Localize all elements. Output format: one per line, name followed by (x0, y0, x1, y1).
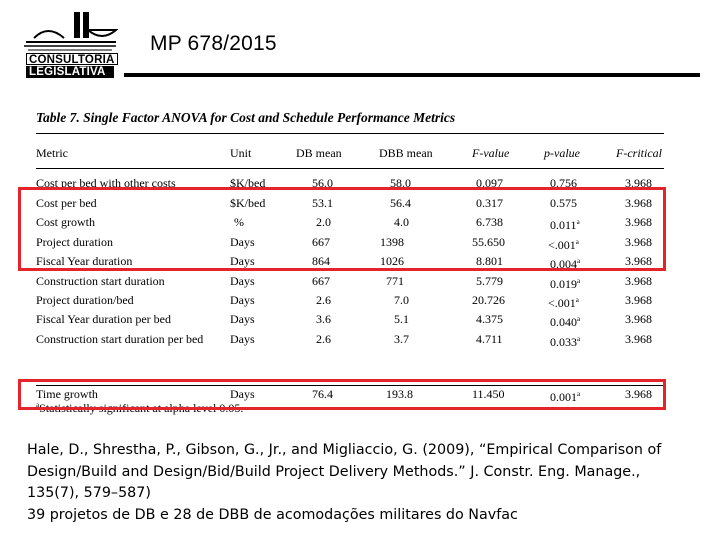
cell-db-mean: 53.1 (312, 196, 333, 210)
highlight-box-time-growth (18, 379, 666, 410)
citation-block (27, 440, 697, 526)
cell-f-critical: 3.968 (625, 312, 652, 326)
header-metric: Metric (36, 146, 68, 160)
cell-db-mean: 3.6 (316, 312, 331, 326)
header-f-value: F-value (472, 146, 510, 160)
header-divider (124, 73, 700, 77)
citation-line: Design/Build and Design/Bid/Build Project Delivery Methods.” J. Constr. Eng. Manage., (27, 463, 641, 480)
cell-db-mean: 864 (312, 254, 330, 268)
cell-p-value: 0.004 (550, 257, 577, 271)
cell-f-critical: 3.968 (625, 332, 652, 346)
consultoria-legislativa-logo (22, 8, 118, 78)
cell-metric: Fiscal Year duration per bed (36, 312, 171, 326)
cell-dbb-mean: 56.4 (390, 196, 411, 210)
cell-dbb-mean: 7.0 (394, 293, 409, 307)
cell-p-value: 0.033 (550, 335, 577, 349)
cell-p-value: 0.575 (550, 196, 577, 210)
congress-building-icon (22, 8, 118, 54)
header-db-mean: DB mean (296, 146, 342, 160)
cell-f-critical: 3.968 (625, 196, 652, 210)
cell-metric: Construction start duration per bed (36, 332, 204, 346)
cell-metric: Cost per bed with other costs (36, 176, 176, 190)
cell-db-mean: 2.6 (316, 293, 331, 307)
cell-f-critical: 3.968 (625, 235, 652, 249)
cell-unit: Days (230, 387, 255, 401)
significance-marker: a (577, 390, 581, 398)
cell-metric: Cost growth (36, 215, 96, 229)
cell-f-value: 4.375 (476, 312, 503, 326)
cell-dbb-mean: 1026 (380, 254, 404, 268)
cell-db-mean: 667 (312, 274, 330, 288)
cell-f-value: 0.317 (476, 196, 503, 210)
cell-metric: Cost per bed (36, 196, 97, 210)
significance-marker: a (577, 335, 581, 343)
cell-p-value: <.001 (548, 238, 576, 252)
cell-dbb-mean: 5.1 (394, 312, 409, 326)
cell-unit: Days (230, 235, 255, 249)
cell-p-value: 0.001 (550, 390, 577, 404)
cell-f-critical: 3.968 (625, 254, 652, 268)
footnote-marker: a (36, 401, 40, 409)
cell-f-value: 20.726 (472, 293, 505, 307)
header-p-value: p-value (544, 146, 580, 160)
logo-text-legislativa: LEGISLATIVA (26, 66, 114, 78)
cell-p-value: 0.040 (550, 315, 577, 329)
cell-f-critical: 3.968 (625, 293, 652, 307)
cell-f-value: 5.779 (476, 274, 503, 288)
project-note: 39 projetos de DB e 28 de DBB de acomodações militares do Navfac (27, 506, 518, 523)
table-rule-header (36, 168, 664, 169)
p-value-with-sup (550, 312, 580, 329)
cell-metric: Project duration (36, 235, 113, 249)
header-f-critical: F-critical (616, 146, 662, 160)
p-value-with-sup (550, 332, 580, 349)
header-dbb-mean: DBB mean (379, 146, 433, 160)
header-unit: Unit (230, 146, 252, 160)
cell-f-critical: 3.968 (625, 387, 652, 401)
p-value-with-sup (548, 293, 579, 310)
cell-unit: $K/bed (230, 196, 266, 210)
cell-f-critical: 3.968 (625, 176, 652, 190)
cell-db-mean: 667 (312, 235, 330, 249)
logo-text-consultoria: CONSULTORIA (26, 53, 118, 65)
cell-metric: Construction start duration (36, 274, 165, 288)
cell-p-value: 0.019 (550, 277, 577, 291)
significance-marker: a (576, 218, 580, 226)
significance-marker: a (577, 257, 581, 265)
cell-f-value: 8.801 (476, 254, 503, 268)
cell-unit: % (234, 215, 244, 229)
highlight-box-top (18, 187, 666, 271)
page-title: MP 678/2015 (150, 32, 277, 55)
cell-dbb-mean: 771 (386, 274, 404, 288)
cell-db-mean: 2.6 (316, 332, 331, 346)
cell-dbb-mean: 4.0 (394, 215, 409, 229)
cell-f-value: 55.650 (472, 235, 505, 249)
cell-unit: $K/bed (230, 176, 266, 190)
footnote-text: Statistically significant at alpha level 0.05. (39, 401, 244, 415)
cell-p-value: 0.756 (550, 176, 577, 190)
cell-dbb-mean: 1398 (380, 235, 404, 249)
citation-line: Hale, D., Shrestha, P., Gibson, G., Jr., and Migliaccio, G. (2009), “Empirical Comparison of (27, 442, 662, 458)
table-rule-top (36, 133, 664, 134)
cell-p-value: <.001 (548, 296, 576, 310)
p-value-with-sup (550, 274, 580, 291)
cell-unit: Days (230, 312, 255, 326)
cell-dbb-mean: 3.7 (394, 332, 409, 346)
cell-unit: Days (230, 274, 255, 288)
cell-db-mean: 76.4 (312, 387, 333, 401)
significance-marker: a (577, 315, 581, 323)
significance-marker: a (575, 296, 579, 304)
cell-f-value: 4.711 (476, 332, 503, 346)
cell-f-critical: 3.968 (625, 215, 652, 229)
cell-db-mean: 2.0 (316, 215, 331, 229)
citation-line: 135(7), 579–587) (27, 485, 151, 501)
significance-marker: a (575, 238, 579, 246)
cell-unit: Days (230, 293, 255, 307)
cell-metric: Fiscal Year duration (36, 254, 133, 268)
cell-f-value: 6.738 (476, 215, 503, 229)
cell-unit: Days (230, 332, 255, 346)
cell-p-value: 0.011 (550, 218, 577, 232)
cell-metric: Project duration/bed (36, 293, 134, 307)
cell-metric: Time growth (36, 387, 98, 401)
significance-marker: a (577, 277, 581, 285)
cell-f-critical: 3.968 (625, 274, 652, 288)
cell-db-mean: 56.0 (312, 176, 333, 190)
cell-dbb-mean: 193.8 (386, 387, 413, 401)
cell-unit: Days (230, 254, 255, 268)
cell-dbb-mean: 58.0 (390, 176, 411, 190)
cell-f-value: 0.097 (476, 176, 503, 190)
cell-f-value: 11.450 (472, 387, 505, 401)
table-title: Table 7. Single Factor ANOVA for Cost and Schedule Performance Metrics (36, 110, 456, 125)
